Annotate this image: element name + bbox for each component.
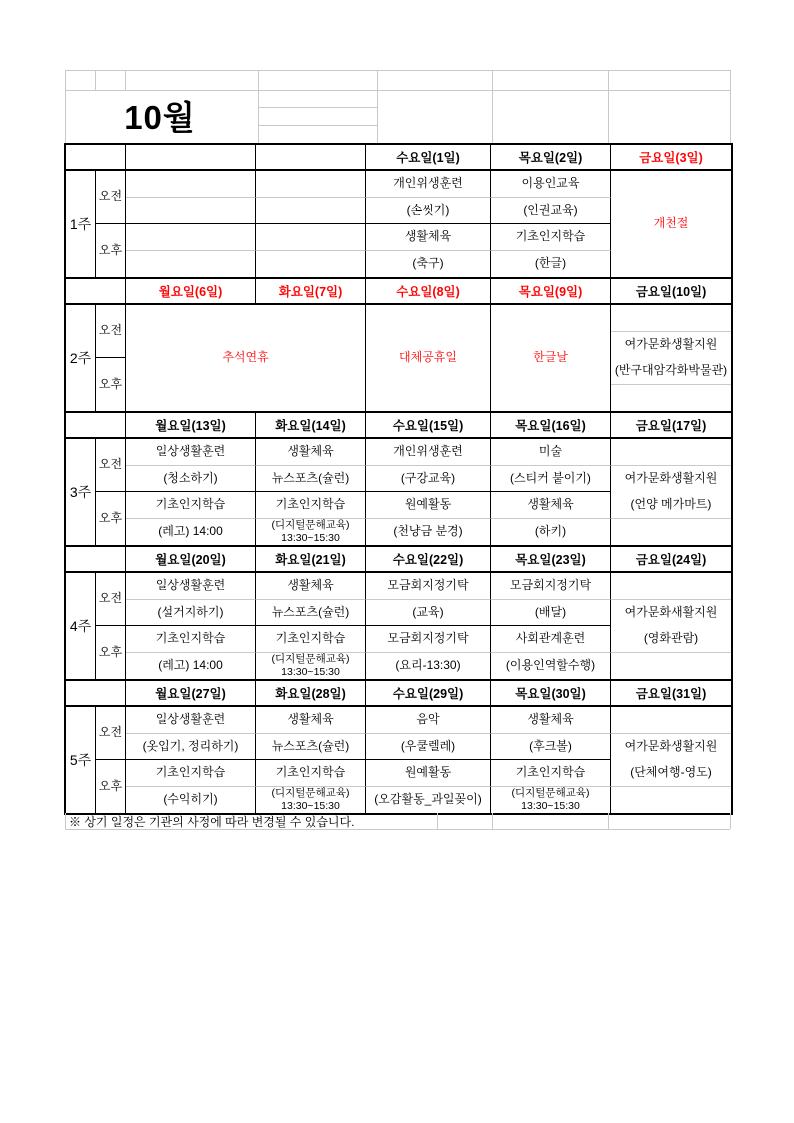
w5-mon-pm-activity: 기초인지학습 [126,760,256,787]
w5-thu-pm-detail-line2: 13:30~15:30 [521,800,580,812]
page-title: 10월 [124,99,196,136]
day-header-thu1: 목요일(2일) [491,145,611,169]
day-header-thu4: 목요일(23일) [491,547,611,571]
day-header-mon4: 월요일(20일) [126,547,256,571]
w3-wed-pm-activity: 원예활동 [366,492,491,519]
corner-cell [66,681,126,705]
day-header-thu5: 목요일(30일) [491,681,611,705]
week5-pm-label: 오후 [96,760,126,813]
w4-tue-pm-activity: 기초인지학습 [256,626,366,653]
schedule-table [64,143,733,815]
w3-mon-am-activity: 일상생활훈련 [126,439,256,466]
w3-fri-activity: 여가문화생활지원 [624,471,718,486]
w1-mon-am-detail [126,198,256,224]
w4-wed-am-detail: (교육) [366,600,491,626]
w4-tue-am-detail: 뉴스포츠(슐런) [256,600,366,626]
day-header-tue4: 화요일(21일) [256,547,366,571]
w5-mon-pm-detail: (수익히기) [126,787,256,813]
w4-thu-am-detail: (배달) [491,600,611,626]
w2-fri-empty [611,305,731,332]
w4-mon-pm-detail: (레고) 14:00 [126,653,256,679]
w5-fri-empty [611,707,731,734]
w5-thu-am-detail: (후크볼) [491,734,611,760]
grid-line [258,70,259,143]
w3-tue-am-detail: 뉴스포츠(슐런) [256,466,366,492]
w4-tue-pm-detail [256,653,366,679]
w1-wed-am-activity: 개인위생훈련 [366,171,491,198]
w3-wed-am-detail: (구강교육) [366,466,491,492]
w2-thu-holiday: 한글날 [491,305,611,411]
week3-header-row [66,413,731,439]
week5-header-row [66,681,731,707]
w1-thu-am-detail: (인권교육) [491,198,611,224]
w4-mon-am-detail: (설거지하기) [126,600,256,626]
w4-fri-detail: (영화관람) [611,626,731,653]
week3-block [66,439,731,547]
w1-tue-pm-activity [256,224,366,251]
corner-cell [66,279,126,303]
w5-tue-pm-activity: 기초인지학습 [256,760,366,787]
w4-mon-am-activity: 일상생활훈련 [126,573,256,600]
w4-wed-pm-detail: (요리-13:30) [366,653,491,679]
w5-wed-am-detail: (우쿨렐레) [366,734,491,760]
w1-thu-pm-activity: 기초인지학습 [491,224,611,251]
w3-mon-pm-detail: (레고) 14:00 [126,519,256,545]
week2-pm-label: 오후 [96,358,126,411]
w5-mon-am-activity: 일상생활훈련 [126,707,256,734]
w3-thu-am-detail: (스티커 붙이기) [491,466,611,492]
grid-line [258,125,377,126]
w1-thu-pm-detail: (한글) [491,251,611,277]
w4-wed-am-activity: 모금회지정기탁 [366,573,491,600]
grid-line [437,813,438,829]
w1-mon-pm-activity [126,224,256,251]
grid-line [492,813,493,829]
w5-fri-detail: (단체여행-영도) [611,760,731,787]
week5-am-label: 오전 [96,707,126,760]
w3-tue-am-activity: 생활체육 [256,439,366,466]
day-header-thu2: 목요일(9일) [491,279,611,303]
day-header-tue3: 화요일(14일) [256,413,366,437]
day-header-tue5: 화요일(28일) [256,681,366,705]
grid-line [65,813,66,829]
w3-tue-pm-detail-line2: 13:30~15:30 [281,532,340,544]
w2-mon-tue-holiday: 추석연휴 [126,305,366,411]
week5-block [66,707,731,813]
w3-tue-pm-detail-line1: (디지털문해교육) [271,519,350,532]
week3-am-label: 오전 [96,439,126,492]
grid-line [258,107,377,108]
w3-thu-pm-detail: (하키) [491,519,611,545]
grid-line [65,70,730,71]
w5-tue-pm-detail [256,787,366,813]
week3-label: 3주 [66,439,96,545]
w3-fri-detail: (언양 메가마트) [611,492,731,519]
w3-fri-empty [611,519,731,545]
day-header-wed2: 수요일(8일) [366,279,491,303]
w2-wed-holiday: 대체공휴일 [366,305,491,411]
day-header-tue2: 화요일(7일) [256,279,366,303]
w5-wed-am-activity: 음악 [366,707,491,734]
w4-fri-activity: 여가문화새활지원 [624,605,718,620]
w3-mon-am-detail: (청소하기) [126,466,256,492]
w1-thu-am-activity: 이용인교육 [491,171,611,198]
day-header-wed5: 수요일(29일) [366,681,491,705]
corner-cell [66,145,126,169]
w1-fri-holiday: 개천절 [653,216,689,231]
w3-thu-am-activity: 미술 [491,439,611,466]
grid-line [95,70,96,90]
w3-tue-pm-detail [256,519,366,545]
week1-am-label: 오전 [96,171,126,224]
w4-thu-pm-activity: 사회관계훈련 [491,626,611,653]
week2-header-row [66,279,731,305]
week1-block [66,171,731,279]
corner-cell [66,547,126,571]
w1-mon-am-activity [126,171,256,198]
day-header-mon5: 월요일(27일) [126,681,256,705]
week4-am-label: 오전 [96,573,126,626]
week2-am-label: 오전 [96,305,126,358]
day-header-wed4: 수요일(22일) [366,547,491,571]
week4-pm-label: 오후 [96,626,126,679]
day-header-fri1: 금요일(3일) [639,151,703,165]
w1-wed-pm-detail: (축구) [366,251,491,277]
week4-label: 4주 [66,573,96,679]
w4-thu-pm-detail: (이용인역할수행) [491,653,611,679]
grid-line [608,813,609,829]
w1-wed-pm-activity: 생활체육 [366,224,491,251]
grid-line [730,70,731,143]
w3-fri-empty [611,439,731,466]
w3-mon-pm-activity: 기초인지학습 [126,492,256,519]
w1-mon-pm-detail [126,251,256,277]
w3-tue-pm-activity: 기초인지학습 [256,492,366,519]
corner-cell [66,413,126,437]
week4-header-row [66,547,731,573]
day-header-wed1: 수요일(1일) [366,145,491,169]
w3-wed-am-activity: 개인위생훈련 [366,439,491,466]
week1-header-row [66,145,731,171]
week4-block [66,573,731,681]
w5-wed-pm-detail: (오감활동_과일꽂이) [366,787,491,813]
day-header-thu3: 목요일(16일) [491,413,611,437]
day-header-mon1 [126,145,256,169]
grid-line [608,70,609,143]
w5-wed-pm-activity: 원예활동 [366,760,491,787]
w1-wed-am-detail: (손씻기) [366,198,491,224]
w4-tue-pm-detail-line2: 13:30~15:30 [281,666,340,678]
w2-fri-detail: (반구대암각화박물관) [611,358,731,385]
w2-fri-empty [611,385,731,411]
day-header-wed3: 수요일(15일) [366,413,491,437]
week2-label: 2주 [66,305,96,411]
day-header-mon3: 월요일(13일) [126,413,256,437]
w4-mon-pm-activity: 기초인지학습 [126,626,256,653]
w5-fri-empty [611,787,731,813]
day-header-tue1 [256,145,366,169]
week5-label: 5주 [66,707,96,813]
w1-tue-am-activity [256,171,366,198]
grid-line [492,70,493,143]
grid-line [377,70,378,143]
w4-wed-pm-activity: 모금회지정기탁 [366,626,491,653]
w5-tue-pm-detail-line2: 13:30~15:30 [281,800,340,812]
grid-line [730,813,731,829]
w4-thu-am-activity: 모금회지정기탁 [491,573,611,600]
w3-thu-pm-activity: 생활체육 [491,492,611,519]
w5-tue-am-detail: 뉴스포츠(슐런) [256,734,366,760]
footer-note: ※ 상기 일정은 기관의 사정에 따라 변경될 수 있습니다. [69,814,355,829]
w5-mon-am-detail: (옷입기, 정리하기) [126,734,256,760]
w3-wed-pm-detail: (천냥금 분경) [366,519,491,545]
w4-tue-pm-detail-line1: (디지털문해교육) [271,653,350,666]
w5-thu-pm-detail-line1: (디지털문해교육) [511,787,590,800]
w5-thu-pm-activity: 기초인지학습 [491,760,611,787]
w5-fri-activity: 여가문화생활지원 [624,739,718,754]
day-header-fri2: 금요일(10일) [635,285,707,299]
w5-tue-pm-detail-line1: (디지털문해교육) [271,787,350,800]
week3-pm-label: 오후 [96,492,126,545]
w1-tue-pm-detail [256,251,366,277]
grid-line [125,70,126,90]
w5-thu-pm-detail [491,787,611,813]
w1-tue-am-detail [256,198,366,224]
w4-tue-am-activity: 생활체육 [256,573,366,600]
w2-fri-activity: 여가문화생활지원 [624,337,718,352]
day-header-mon2: 월요일(6일) [126,279,256,303]
w5-thu-am-activity: 생활체육 [491,707,611,734]
grid-line [65,829,730,830]
week2-block [66,305,731,413]
w4-fri-empty [611,573,731,600]
w4-fri-empty [611,653,731,679]
day-header-fri3: 금요일(17일) [635,419,707,433]
week1-pm-label: 오후 [96,224,126,277]
week1-label: 1주 [66,171,96,277]
w5-tue-am-activity: 생활체육 [256,707,366,734]
day-header-fri5: 금요일(31일) [635,687,707,701]
day-header-fri4: 금요일(24일) [635,553,707,567]
